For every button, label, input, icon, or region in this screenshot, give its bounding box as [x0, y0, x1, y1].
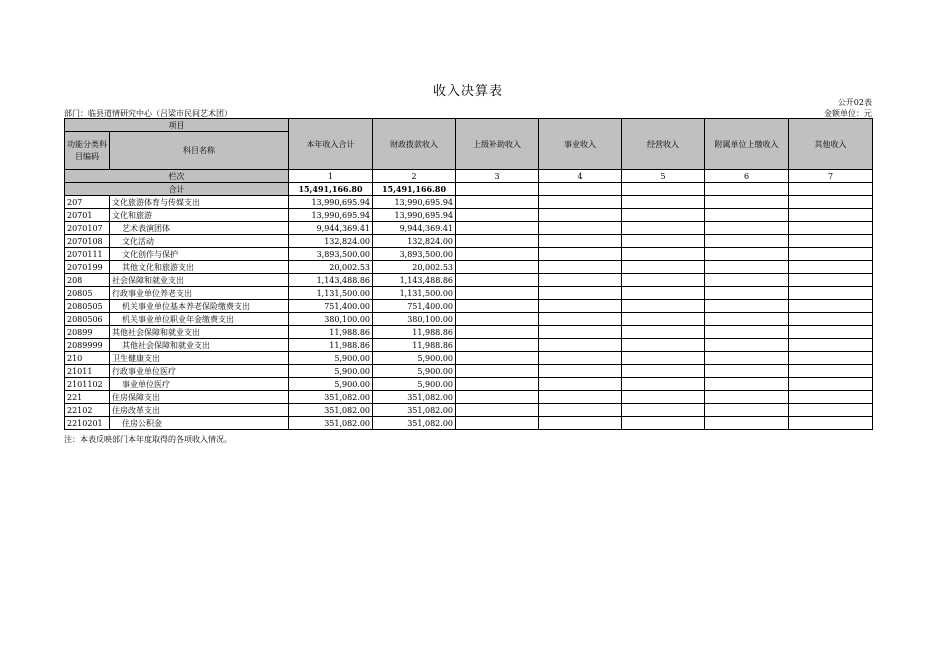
- row-value: [456, 196, 539, 209]
- total-cell: 15,491,166.80: [373, 183, 456, 196]
- row-value: 11,988.86: [373, 326, 456, 339]
- table-row: [65, 274, 873, 287]
- row-value: [705, 339, 789, 352]
- table-row: [65, 209, 873, 222]
- row-value: [539, 326, 622, 339]
- table-row: [65, 326, 873, 339]
- table-row: [65, 339, 873, 352]
- row-value: [622, 404, 705, 417]
- row-value: [789, 404, 873, 417]
- row-value: [789, 209, 873, 222]
- row-value: 3,893,500.00: [373, 248, 456, 261]
- table-row: [65, 365, 873, 378]
- total-label: 合计: [65, 183, 289, 196]
- row-value: [539, 339, 622, 352]
- total-cell: 15,491,166.80: [289, 183, 373, 196]
- table-row: [65, 248, 873, 261]
- row-code: 2080505: [65, 300, 110, 313]
- row-value: [789, 378, 873, 391]
- row-value: 13,990,695.94: [373, 196, 456, 209]
- row-value: [789, 313, 873, 326]
- header-col-5: 经营收入: [622, 119, 705, 170]
- row-value: [622, 222, 705, 235]
- header-row-item: [65, 119, 873, 132]
- row-value: [622, 300, 705, 313]
- row-value: 351,082.00: [373, 404, 456, 417]
- row-code: 208: [65, 274, 110, 287]
- report-title: 收入决算表: [432, 84, 503, 99]
- row-value: [622, 248, 705, 261]
- row-value: [705, 352, 789, 365]
- row-value: [622, 417, 705, 430]
- row-subject-name: 住房公积金: [110, 417, 289, 430]
- row-value: 9,944,369.41: [289, 222, 373, 235]
- row-value: [456, 391, 539, 404]
- row-value: 11,988.86: [373, 339, 456, 352]
- row-value: [622, 196, 705, 209]
- row-value: [789, 196, 873, 209]
- header-subject-name: 科目名称: [110, 132, 289, 170]
- row-value: [539, 352, 622, 365]
- row-value: [539, 378, 622, 391]
- row-code: 2070199: [65, 261, 110, 274]
- row-value: 11,988.86: [289, 339, 373, 352]
- row-value: 132,824.00: [373, 235, 456, 248]
- table-row: [65, 235, 873, 248]
- header-col-4: 事业收入: [539, 119, 622, 170]
- col-num: 3: [456, 170, 539, 183]
- table-row: [65, 378, 873, 391]
- total-row: [65, 183, 873, 196]
- row-value: [539, 365, 622, 378]
- total-cell: [705, 183, 789, 196]
- row-value: [456, 352, 539, 365]
- row-value: 351,082.00: [373, 417, 456, 430]
- row-value: [456, 261, 539, 274]
- row-value: 9,944,369.41: [373, 222, 456, 235]
- col-num: 5: [622, 170, 705, 183]
- row-value: 5,900.00: [289, 352, 373, 365]
- row-value: [456, 274, 539, 287]
- row-value: [622, 274, 705, 287]
- row-value: [539, 300, 622, 313]
- row-value: [622, 378, 705, 391]
- row-code: 2070111: [65, 248, 110, 261]
- row-code: 20899: [65, 326, 110, 339]
- row-value: 13,990,695.94: [289, 196, 373, 209]
- row-code: 2210201: [65, 417, 110, 430]
- col-num: 6: [705, 170, 789, 183]
- row-value: [789, 235, 873, 248]
- row-value: [705, 196, 789, 209]
- row-value: [539, 391, 622, 404]
- row-subject-name: 行政事业单位养老支出: [110, 287, 289, 300]
- row-value: [705, 326, 789, 339]
- row-subject-name: 文化和旅游: [110, 209, 289, 222]
- row-value: [622, 261, 705, 274]
- row-subject-name: 住房保障支出: [110, 391, 289, 404]
- row-value: [456, 339, 539, 352]
- row-value: 351,082.00: [289, 417, 373, 430]
- row-value: 5,900.00: [373, 352, 456, 365]
- row-value: [705, 404, 789, 417]
- row-value: [705, 274, 789, 287]
- row-value: [539, 248, 622, 261]
- row-value: [789, 300, 873, 313]
- row-subject-name: 住房改革支出: [110, 404, 289, 417]
- row-subject-name: 艺术表演团体: [110, 222, 289, 235]
- header-item: 项目: [65, 119, 289, 132]
- row-code: 20805: [65, 287, 110, 300]
- row-value: [789, 391, 873, 404]
- row-value: [456, 300, 539, 313]
- row-value: [789, 339, 873, 352]
- row-value: [539, 222, 622, 235]
- table-row: [65, 391, 873, 404]
- table-row: [65, 313, 873, 326]
- row-value: [539, 313, 622, 326]
- row-value: 380,100.00: [373, 313, 456, 326]
- row-value: [705, 287, 789, 300]
- col-num: 1: [289, 170, 373, 183]
- row-subject-name: 文化活动: [110, 235, 289, 248]
- row-code: 20701: [65, 209, 110, 222]
- row-value: [705, 248, 789, 261]
- row-value: 351,082.00: [373, 391, 456, 404]
- row-value: [705, 222, 789, 235]
- row-subject-name: 卫生健康支出: [110, 352, 289, 365]
- header-lanci: 栏次: [65, 170, 289, 183]
- total-cell: [622, 183, 705, 196]
- row-value: [622, 209, 705, 222]
- table-row: [65, 196, 873, 209]
- row-value: [456, 365, 539, 378]
- table-row: [65, 404, 873, 417]
- row-value: [539, 417, 622, 430]
- row-value: [789, 274, 873, 287]
- row-value: 380,100.00: [289, 313, 373, 326]
- row-code: 2070107: [65, 222, 110, 235]
- row-value: 351,082.00: [289, 404, 373, 417]
- row-subject-name: 机关事业单位职业年金缴费支出: [110, 313, 289, 326]
- row-value: [456, 248, 539, 261]
- col-num: 7: [789, 170, 873, 183]
- row-value: [456, 326, 539, 339]
- table-row: [65, 261, 873, 274]
- row-value: [539, 196, 622, 209]
- total-cell: [539, 183, 622, 196]
- row-value: [705, 209, 789, 222]
- unit-label: 金额单位：元: [824, 109, 872, 118]
- income-table: [64, 118, 873, 430]
- row-value: [789, 417, 873, 430]
- row-value: [705, 235, 789, 248]
- row-code: 2101102: [65, 378, 110, 391]
- row-subject-name: 文化旅游体育与传媒支出: [110, 196, 289, 209]
- row-subject-name: 行政事业单位医疗: [110, 365, 289, 378]
- row-value: [456, 378, 539, 391]
- row-value: [705, 391, 789, 404]
- table-row: [65, 287, 873, 300]
- row-value: [789, 222, 873, 235]
- row-value: [789, 287, 873, 300]
- row-value: 20,002.53: [289, 261, 373, 274]
- row-value: [539, 287, 622, 300]
- table-row: [65, 300, 873, 313]
- row-value: [705, 300, 789, 313]
- row-value: [456, 209, 539, 222]
- row-value: [622, 391, 705, 404]
- row-value: [622, 235, 705, 248]
- row-subject-name: 机关事业单位基本养老保险缴费支出: [110, 300, 289, 313]
- row-value: [622, 326, 705, 339]
- row-value: 751,400.00: [289, 300, 373, 313]
- row-value: [622, 365, 705, 378]
- row-value: 1,131,500.00: [373, 287, 456, 300]
- total-cell: [456, 183, 539, 196]
- row-value: [456, 287, 539, 300]
- row-value: 20,002.53: [373, 261, 456, 274]
- row-value: [622, 313, 705, 326]
- col-num: 2: [373, 170, 456, 183]
- row-code: 22102: [65, 404, 110, 417]
- row-subject-name: 文化创作与保护: [110, 248, 289, 261]
- row-value: [705, 261, 789, 274]
- row-value: [539, 274, 622, 287]
- row-value: [539, 404, 622, 417]
- header-func-code: 功能分类科目编码: [65, 132, 110, 170]
- row-value: 1,143,488.86: [289, 274, 373, 287]
- row-value: [622, 339, 705, 352]
- table-row: [65, 352, 873, 365]
- header-col-7: 其他收入: [789, 119, 873, 170]
- header-col-3: 上级补助收入: [456, 119, 539, 170]
- row-value: [456, 222, 539, 235]
- row-subject-name: 其他社会保障和就业支出: [110, 326, 289, 339]
- row-value: 13,990,695.94: [289, 209, 373, 222]
- row-code: 221: [65, 391, 110, 404]
- footnote: 注：本表反映部门本年度取得的各项收入情况。: [64, 435, 232, 444]
- row-value: 3,893,500.00: [289, 248, 373, 261]
- row-value: [789, 248, 873, 261]
- row-value: 11,988.86: [289, 326, 373, 339]
- total-cell: [789, 183, 873, 196]
- header-col-6: 附属单位上缴收入: [705, 119, 789, 170]
- header-col-1: 本年收入合计: [289, 119, 373, 170]
- row-value: [789, 261, 873, 274]
- row-value: [456, 235, 539, 248]
- row-value: [456, 417, 539, 430]
- row-value: [789, 326, 873, 339]
- row-subject-name: 事业单位医疗: [110, 378, 289, 391]
- row-code: 2089999: [65, 339, 110, 352]
- row-value: [789, 352, 873, 365]
- row-code: 207: [65, 196, 110, 209]
- department-label: 部门：临县道情研究中心（吕梁市民间艺术团）: [64, 109, 232, 118]
- table-row: [65, 417, 873, 430]
- row-value: 5,900.00: [373, 378, 456, 391]
- row-value: [456, 404, 539, 417]
- row-value: [456, 313, 539, 326]
- row-subject-name: 其他文化和旅游支出: [110, 261, 289, 274]
- row-subject-name: 其他社会保障和就业支出: [110, 339, 289, 352]
- row-code: 2070108: [65, 235, 110, 248]
- row-code: 21011: [65, 365, 110, 378]
- row-value: 5,900.00: [289, 378, 373, 391]
- row-value: [789, 365, 873, 378]
- col-num: 4: [539, 170, 622, 183]
- row-value: [539, 209, 622, 222]
- row-value: 132,824.00: [289, 235, 373, 248]
- row-value: 1,131,500.00: [289, 287, 373, 300]
- row-value: 13,990,695.94: [373, 209, 456, 222]
- row-value: 5,900.00: [289, 365, 373, 378]
- row-code: 2080506: [65, 313, 110, 326]
- row-value: 1,143,488.86: [373, 274, 456, 287]
- form-code: 公开02表: [837, 98, 872, 107]
- row-value: [539, 235, 622, 248]
- row-value: [622, 352, 705, 365]
- row-subject-name: 社会保障和就业支出: [110, 274, 289, 287]
- table-row: [65, 222, 873, 235]
- header-col-2: 财政拨款收入: [373, 119, 456, 170]
- row-value: [705, 313, 789, 326]
- row-value: [705, 417, 789, 430]
- row-value: [539, 261, 622, 274]
- row-value: 5,900.00: [373, 365, 456, 378]
- row-value: 751,400.00: [373, 300, 456, 313]
- row-value: [705, 378, 789, 391]
- row-value: 351,082.00: [289, 391, 373, 404]
- row-value: [705, 365, 789, 378]
- row-code: 210: [65, 352, 110, 365]
- row-value: [622, 287, 705, 300]
- header-row-lanci: [65, 170, 873, 183]
